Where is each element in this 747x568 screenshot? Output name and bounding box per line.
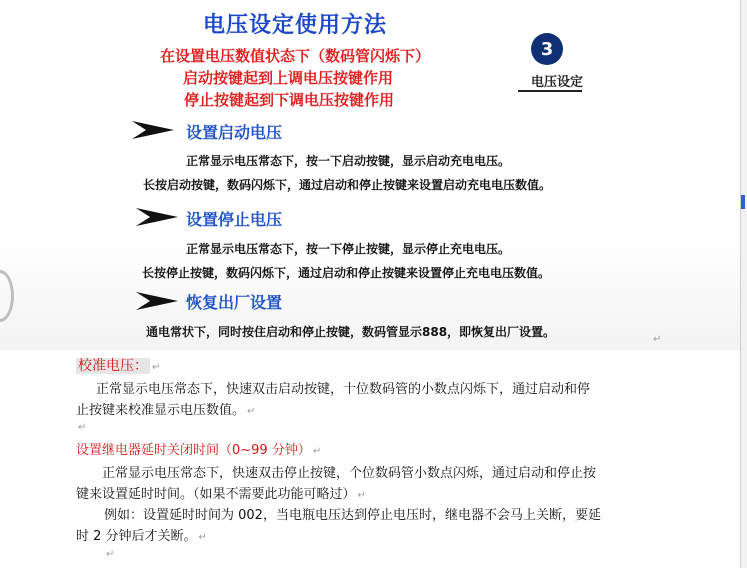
doc-paragraph: 键来设置延时时间。（如果不需要此功能可略过） ↵ <box>76 487 366 502</box>
red-note-1: 在设置电压数值状态下（数码管闪烁下） <box>160 47 431 65</box>
step-badge-label: 电压设定 <box>531 75 584 90</box>
section-text: 通电常状下，同时按住启动和停止按键，数码管显示888，即恢复出厂设置。 <box>146 325 556 339</box>
section-text: 正常显示电压常态下，按一下启动按键，显示启动充电电压。 <box>186 154 511 168</box>
red-note-2: 启动按键起到上调电压按键作用 <box>183 69 394 87</box>
arrow-pointer-icon <box>136 206 178 228</box>
calibrate-voltage-heading: 校准电压： ↵ <box>78 358 161 374</box>
step-number-badge: 3 <box>531 33 563 65</box>
relay-delay-heading: 设置继电器延时关闭时间（0~99 分钟） ↵ <box>76 443 322 458</box>
section-text: 正常显示电压常态下，按一下停止按键，显示停止充电电压。 <box>186 242 511 256</box>
arrow-pointer-icon <box>136 290 178 312</box>
section-text: 长按启动按键，数码闪烁下，通过启动和停止按键来设置启动充电电压数值。 <box>143 178 552 192</box>
badge-underline <box>518 90 582 92</box>
arrow-pointer-icon <box>132 119 174 141</box>
doc-paragraph: 例如：设置延时时间为 002，当电瓶电压达到停止电压时，继电器不会马上关断，要延 <box>104 508 601 523</box>
doc-paragraph: 正常显示电压常态下，快速双击停止按键，个位数码管小数点闪烁，通过启动和停止按 <box>102 466 597 481</box>
doc-paragraph: 止按键来校准显示电压数值。 ↵ <box>76 403 256 418</box>
section-heading-factory-reset: 恢复出厂设置 <box>186 293 283 312</box>
section-heading-start-voltage: 设置启动电压 <box>186 123 283 142</box>
doc-paragraph: 正常显示电压常态下，快速双击启动按键，十位数码管的小数点闪烁下，通过启动和停 <box>96 382 591 397</box>
empty-paragraph: ↵ <box>106 549 115 560</box>
window-edge-marker <box>741 195 745 209</box>
doc-paragraph: 时 2 分钟后才关断。 ↵ <box>76 529 207 544</box>
paragraph-mark: ↵ <box>653 334 662 345</box>
empty-paragraph: ↵ <box>78 422 87 433</box>
edge-artifact <box>0 270 14 322</box>
image-title: 电压设定使用方法 <box>203 13 388 38</box>
section-heading-stop-voltage: 设置停止电压 <box>186 210 283 229</box>
red-note-3: 停止按键起到下调电压按键作用 <box>184 91 395 109</box>
section-text: 长按停止按键，数码闪烁下，通过启动和停止按键来设置停止充电电压数值。 <box>142 266 551 280</box>
window-edge <box>740 0 747 568</box>
